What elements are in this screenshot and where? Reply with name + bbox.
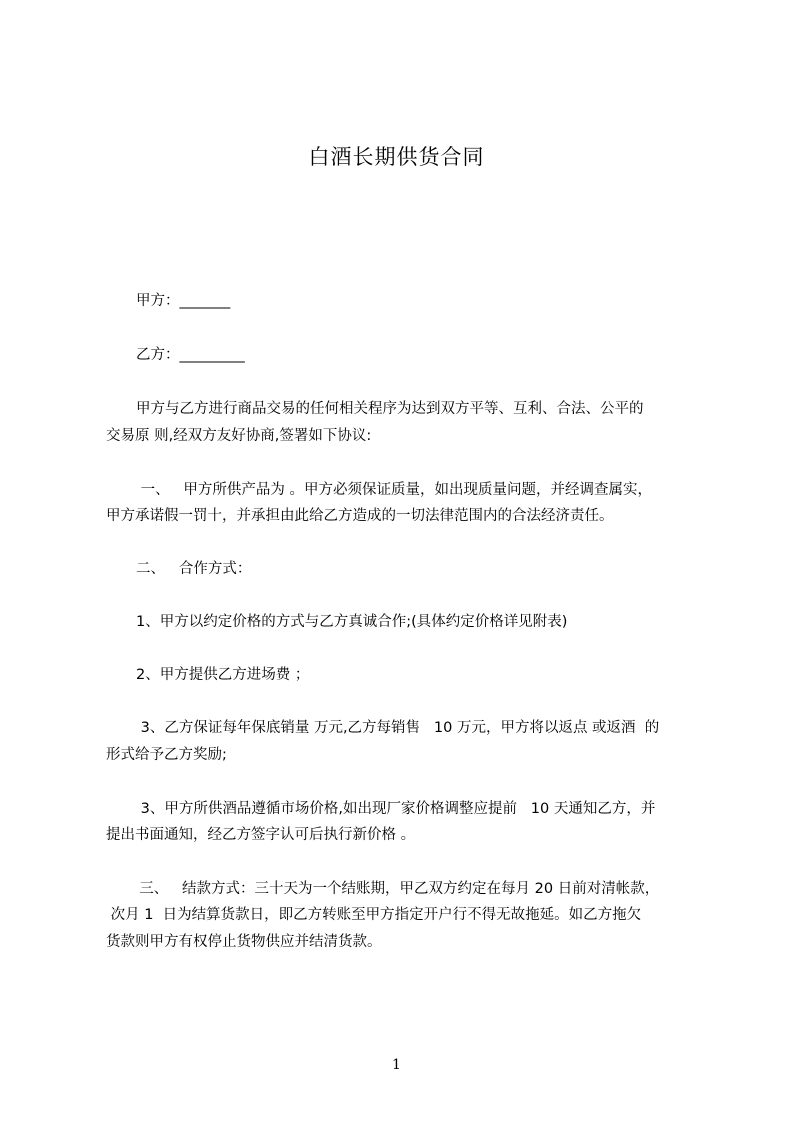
clause-2-item-3-line-1: 3、乙方保证每年保底销量 万元,乙方每销售 10 万元，甲方将以返点 或返酒 的 bbox=[136, 720, 660, 736]
intro-line-1: 甲方与乙方进行商品交易的任何相关程序为达到双方平等、互利、合法、公平的 bbox=[136, 401, 644, 417]
clause-1-line-2: 甲方承诺假一罚十，并承担由此给乙方造成的一切法律范围内的合法经济责任。 bbox=[106, 508, 614, 524]
clause-2-item-4-line-1: 3、甲方所供酒品遵循市场价格,如出现厂家价格调整应提前 10 天通知乙方，并 bbox=[136, 801, 656, 817]
clause-3-line-3: 货款则甲方有权停止货物供应并结清货款。 bbox=[106, 934, 382, 950]
party-b-line: 乙方：_________ bbox=[136, 347, 245, 363]
clause-1-line-1: 一、 甲方所供产品为 。甲方必须保证质量，如出现质量问题，并经调查属实， bbox=[136, 482, 653, 498]
clause-2-item-1: 1、甲方以约定价格的方式与乙方真诚合作;(具体约定价格详见附表) bbox=[136, 614, 568, 630]
clause-3-line-2: 次月 1 日为结算货款日，即乙方转账至甲方指定开户行不得无故拖延。如乙方拖欠 bbox=[106, 907, 642, 923]
clause-2-item-3-line-2: 形式给予乙方奖励; bbox=[106, 747, 227, 763]
clause-2-heading: 二、 合作方式： bbox=[136, 561, 252, 577]
page-number: 1 bbox=[392, 1057, 401, 1073]
intro-line-2: 交易原 则,经双方友好协商,签署如下协议: bbox=[106, 428, 372, 444]
clause-2-item-4-line-2: 提出书面通知，经乙方签字认可后执行新价格 。 bbox=[106, 827, 416, 843]
clause-3-line-1: 三、 结款方式：三十天为一个结账期，甲乙双方约定在每月 20 日前对清帐款， bbox=[130, 881, 660, 897]
party-a-line: 甲方：_______ bbox=[136, 293, 231, 309]
document-title: 白酒长期供货合同 bbox=[308, 145, 485, 169]
clause-2-item-2: 2、甲方提供乙方进场费 ； bbox=[136, 667, 310, 683]
